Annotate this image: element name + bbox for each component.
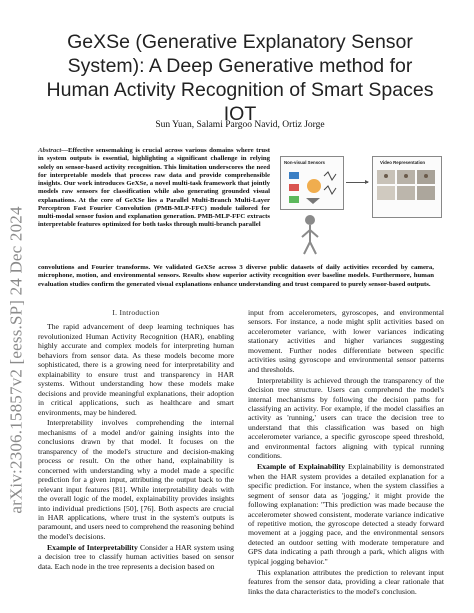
paragraph: This explanation attributes the prediction to relevant input features from the sensor data, providing a clear rationale that links the data characteristics to the model's conclusion. (248, 567, 444, 596)
paragraph: Interpretability involves comprehending the internal mechanisms of a model and/or gaining insights into the conclusions drawn by that model. It focuses on the transparency of the model's structure and decision-making process or result. On the other hand, explainability is concerned with understanding why a model made a specific prediction for a given input, attributing the output back to the relevant input features [81]. While interpretability deals with the overall logic of the model, explainability provides insights into individual predictions [50], [76]. Both aspects are crucial in HAR applications, where trust in the system's outputs is paramount, and users need to comprehend the reasoning behind the model's decisions. (38, 418, 234, 541)
paragraph-text: Explainability is demonstrated when the HAR system provides a detailed explanation for a specific prediction. For instance, when the system classifies a segment of sensor data as 'jogging,' it might provide the following explanation: "This prediction was made because the accelerometer showed consistent, moderate variance indicative of repetitive motion, the gyroscope detected a steady forward movement at a jogging pace, and the environmental sensors detected an outdoor setting with moderate temperature and GPS data indicating a path through a park, which aligns with typical jogging behavior." (248, 462, 444, 566)
sensor-icons (286, 168, 338, 206)
arxiv-identifier: arXiv:2306.15857v2 [eess.SP] 24 Dec 2024 (7, 206, 27, 514)
figure-label-sensors: Non-visual Sensors (284, 160, 325, 165)
paragraph (38, 543, 234, 571)
overview-figure (280, 152, 440, 262)
figure-label-video: Video Representation (380, 160, 426, 165)
person-glyph-icon (280, 210, 370, 260)
abstract (38, 147, 270, 230)
paragraph-lead: Example of Explainability (257, 462, 345, 472)
author-list: Sun Yuan, Salami Pargoo Navid, Ortiz Jorge (155, 120, 325, 130)
paragraph: input from accelerometers, gyroscopes, and environmental sensors. For instance, a node might split activities based on accelerometer variance, with lower variances indicating stationary activities and higher variances suggesting movement. Further nodes differentiate between specific activities using gyroscope and environmental sensor patterns and thresholds. (248, 308, 444, 374)
flow-arrow (346, 182, 368, 183)
abstract-lead: Abstract (38, 147, 62, 154)
arxiv-side-stamp (4, 150, 30, 570)
abstract-text-part1: —Effective sensemaking is crucial across various domains where trust in system outputs is essential, highlighting a significant challenge in relying solely on sensor-based activity recognition. This limitation underscores the need for interpretable models that process raw data and provide comprehensible insights. Our work introduces GeXSe, a novel multi-task framework that jointly models raw sensors for classification while also generating grounded visual explanations. At the core of GeXSe lies a Parallel Multi-Branch Multi-Layer Perceptron Fast Fourier Convolution (PMB-MLP-FFC) module tailored for multi-modal sensor fusion and explanation generation. PMB-MLP-FFC extracts interpretable features optimized for both tasks through multi-branch parallel (38, 147, 270, 229)
right-column (248, 308, 444, 596)
paper-title: GeXSe (Generative Explanatory Sensor System): A Deep Generative method for Human Activity Recognition of Smart Spaces IOT (46, 31, 434, 125)
video-frames (376, 168, 436, 212)
figure-lower-area (280, 210, 370, 260)
left-column (38, 308, 234, 571)
paragraph-text: Consider a HAR system using a decision tree to classify human activities based on sensor data. Each node in the tree represents a decision based on (38, 542, 234, 571)
section-heading: I. Introduction (112, 308, 160, 317)
abstract-continuation: convolutions and Fourier transforms. We validated GeXSe across 3 diverse public datasets of daily activities recorded by camera, microphone, motion, and environmental sensors. Results show superior activity recognition over baseline models. Furthermore, human evaluation studies confirm the generated visual explanations enhance understanding and trust compared to purely sensor-based outputs. (38, 264, 434, 288)
paragraph: Interpretability is achieved through the transparency of the decision tree structure. Users can comprehend the model's internal mechanisms by following the decision paths for classifying an activity. For example, if the model classifies an activity as 'running,' users can trace the decision tree to understand that this classification was based on high accelerometer variance, a specific gyroscope speed threshold, and environmental factors aligning with typical running conditions. (248, 375, 444, 461)
paragraph (248, 462, 444, 566)
paragraph: The rapid advancement of deep learning techniques has revolutionized Human Activity Recognition (HAR), enabling highly accurate and complex models for interpreting human behaviors from sensor data. As these models become more sophisticated, there is a growing need for interpretability and explainability to ensure trust and transparency in HAR systems. Without understanding how these models make decisions and provide meaningful explanations, their adoption in critical applications, such as healthcare and smart environments, may be hindered. (38, 322, 234, 417)
paragraph-lead: Example of Interpretability (47, 542, 138, 552)
